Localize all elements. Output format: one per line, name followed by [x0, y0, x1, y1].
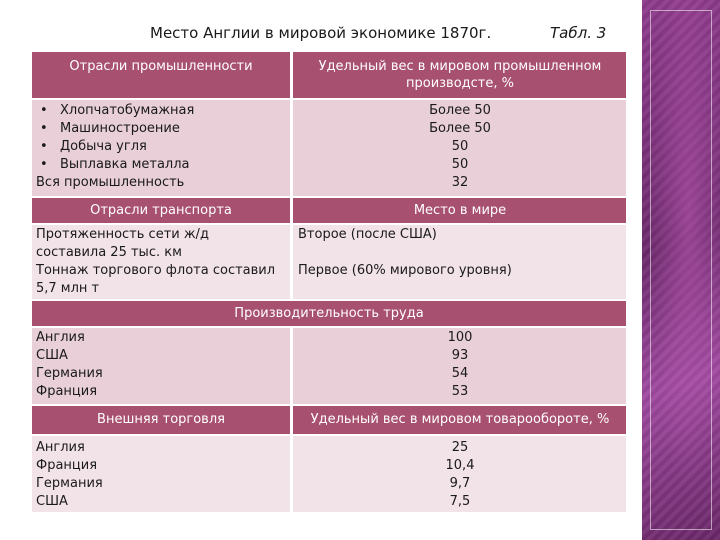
- transport-label-2: Тоннаж торгового флота составил 5,7 млн т: [36, 263, 276, 296]
- economy-table: [32, 52, 626, 512]
- productivity-value: 54: [451, 366, 469, 381]
- productivity-country: США: [36, 348, 68, 363]
- industry-item-label: • Добыча угля: [36, 138, 290, 156]
- productivity-header-row: [32, 299, 626, 326]
- productivity-body-row: [32, 326, 626, 404]
- productivity-countries: [32, 329, 290, 401]
- trade-country: Германия: [36, 476, 103, 491]
- trade-header-left: Внешняя торговля: [97, 412, 225, 427]
- productivity-value: 53: [451, 384, 469, 399]
- transport-header-right: Место в мире: [413, 203, 507, 218]
- transport-header-left: Отрасли транспорта: [90, 203, 232, 218]
- trade-country: Франция: [36, 458, 98, 473]
- decorative-side-frame: [650, 10, 712, 530]
- column-divider: [290, 328, 293, 404]
- table-number: Табл. 3: [550, 24, 607, 42]
- transport-body-row: [32, 223, 626, 299]
- trade-values: [294, 439, 626, 511]
- column-divider: [290, 406, 293, 434]
- industry-item-value: 50: [451, 157, 469, 172]
- trade-value: 9,7: [449, 476, 471, 491]
- industry-item-value: 50: [451, 139, 469, 154]
- productivity-values: [294, 329, 626, 401]
- productivity-country: Германия: [36, 366, 103, 381]
- industry-item-label: • Машиностроение: [36, 120, 290, 138]
- productivity-value: 100: [447, 330, 473, 345]
- industry-total-label: Вся промышленность: [36, 175, 185, 190]
- title-row: [150, 24, 630, 46]
- trade-country: Англия: [36, 440, 85, 455]
- trade-value: 10,4: [445, 458, 475, 473]
- column-divider: [290, 100, 293, 196]
- trade-value: 25: [451, 440, 469, 455]
- transport-label-1: Протяженность сети ж/д составила 25 тыс. км: [36, 227, 209, 260]
- trade-countries: [32, 439, 290, 511]
- productivity-header: Производительность труда: [234, 306, 424, 321]
- industry-item-value: Более 50: [429, 103, 491, 118]
- industry-body-row: [32, 98, 626, 196]
- industry-item-label: • Выплавка металла: [36, 156, 290, 174]
- column-divider: [290, 436, 293, 512]
- industry-item-value: Более 50: [429, 121, 491, 136]
- trade-body-row: [32, 434, 626, 512]
- trade-header-row: [32, 404, 626, 434]
- industry-item-label: • Хлопчатобумажная: [36, 102, 290, 120]
- industry-values: [294, 102, 626, 192]
- transport-header-row: [32, 196, 626, 223]
- column-divider: [290, 52, 293, 98]
- column-divider: [290, 225, 293, 299]
- industry-header-row: [32, 52, 626, 98]
- transport-value-2: Первое (60% мирового уровня): [298, 263, 512, 278]
- industry-header-right: Удельный вес в мировом промышленном производсте, %: [318, 59, 602, 91]
- industry-header-left: Отрасли промышленности: [69, 59, 253, 74]
- productivity-country: Франция: [36, 384, 98, 399]
- industry-total-value: 32: [451, 175, 469, 190]
- page-title: Место Англии в мировой экономике 1870г.: [150, 24, 492, 42]
- productivity-value: 93: [451, 348, 469, 363]
- transport-value-1: Второе (после США): [298, 227, 437, 242]
- trade-value: 7,5: [449, 494, 471, 509]
- trade-country: США: [36, 494, 68, 509]
- trade-header-right: Удельный вес в мировом товарообороте, %: [310, 412, 610, 427]
- industry-labels: [32, 102, 290, 192]
- column-divider: [290, 198, 293, 223]
- productivity-country: Англия: [36, 330, 85, 345]
